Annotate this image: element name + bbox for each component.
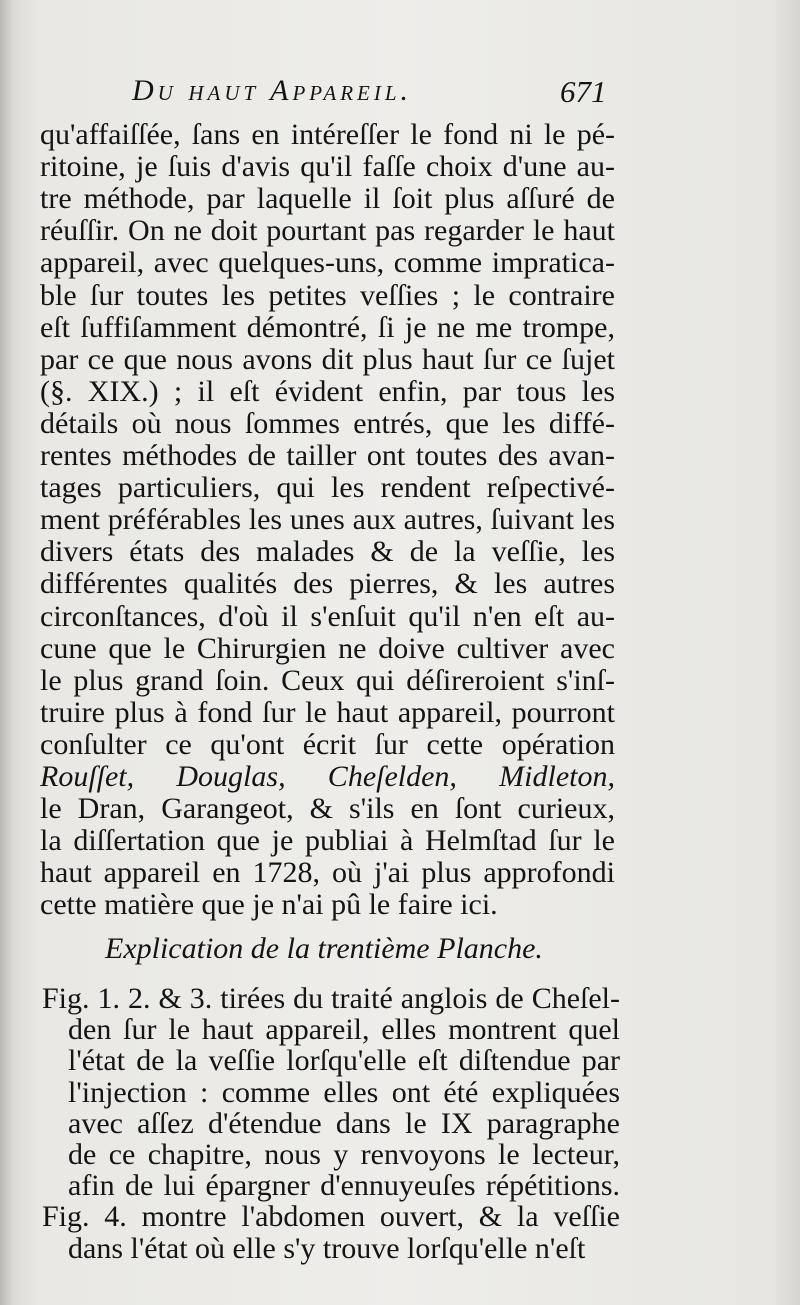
- text-line: appareil, avec quelques-uns, comme impratica-: [40, 246, 615, 280]
- text-line: avec aſſez d'étendue dans le IX paragraphe: [68, 1106, 620, 1140]
- text-line: ritoine, je ſuis d'avis qu'il faſſe choix d'une au-: [40, 150, 615, 184]
- text-line: tages particuliers, qui les rendent reſpectivé-: [40, 471, 615, 505]
- text-line: cune que le Chirurgien ne doive cultiver avec: [40, 631, 615, 665]
- text-line: circonſtances, d'où il s'enſuit qu'il n'en eſt au-: [40, 599, 615, 633]
- text-line: cette matière que je n'ai pû le faire ici.: [40, 888, 498, 922]
- text-line: tre méthode, par laquelle il ſoit plus aſſuré de: [40, 182, 615, 216]
- text-line: eſt ſuffiſamment démontré, ſi je ne me trompe,: [40, 310, 615, 344]
- text-line: réuſſir. On ne doit pourtant pas regarder le haut: [40, 214, 615, 248]
- text-line: rentes méthodes de tailler ont toutes des avan-: [40, 439, 615, 472]
- text-line: haut appareil en 1728, où j'ai plus approfondi: [40, 856, 615, 890]
- text-line: ment préférables les unes aux autres, ſuivant les: [40, 503, 615, 537]
- running-title: Du haut Appareil.: [132, 74, 413, 107]
- page-header: [0, 72, 800, 112]
- text-line: différentes qualités des pierres, & les autres: [40, 567, 615, 601]
- page-number: 671: [560, 74, 607, 109]
- text-line: l'état de la veſſie lorſqu'elle eſt diſtendue par: [68, 1044, 620, 1078]
- text-line: conſulter ce qu'ont écrit ſur cette opération: [40, 727, 615, 761]
- text-line: truire plus à fond ſur le haut appareil, pourront: [40, 695, 615, 729]
- text-line: Fig. 1. 2. & 3. tirées du traité anglois de Cheſel-: [42, 982, 620, 1015]
- text-line: ble ſur toutes les petites veſſies ; le contraire: [40, 278, 615, 312]
- text-line: le plus grand ſoin. Ceux qui déſireroient s'inſ-: [40, 663, 615, 697]
- text-line: Rouſſet, Douglas, Cheſelden, Midleton,: [40, 760, 615, 793]
- text-line: l'injection : comme elles ont été expliquées: [68, 1075, 620, 1109]
- text-line: la diſſertation que je publiai à Helmſtad ſur le: [40, 824, 615, 858]
- text-line: de ce chapitre, nous y renvoyons le lecteur,: [68, 1138, 620, 1171]
- text-line: den ſur le haut appareil, elles montrent quel: [68, 1013, 620, 1047]
- section-heading: Explication de la trentième Planche.: [105, 932, 543, 965]
- text-line: Fig. 4. montre l'abdomen ouvert, & la veſſie: [42, 1200, 620, 1234]
- text-line: qu'affaiſſée, ſans en intéreſſer le fond ni le pé-: [40, 118, 615, 151]
- text-line: dans l'état où elle s'y trouve lorſqu'elle n'eſt: [68, 1231, 586, 1265]
- text-line: afin de lui épargner d'ennuyeuſes répétitions.: [68, 1169, 620, 1203]
- text-line: (§. XIX.) ; il eſt évident enfin, par tous les: [40, 374, 615, 408]
- text-line: par ce que nous avons dit plus haut ſur ce ſujet: [40, 342, 615, 376]
- text-line: divers états des malades & de la veſſie, les: [40, 535, 615, 569]
- text-line: le Dran, Garangeot, & s'ils en ſont curieux,: [40, 792, 615, 826]
- text-line: détails où nous ſommes entrés, que les diffé-: [40, 406, 615, 440]
